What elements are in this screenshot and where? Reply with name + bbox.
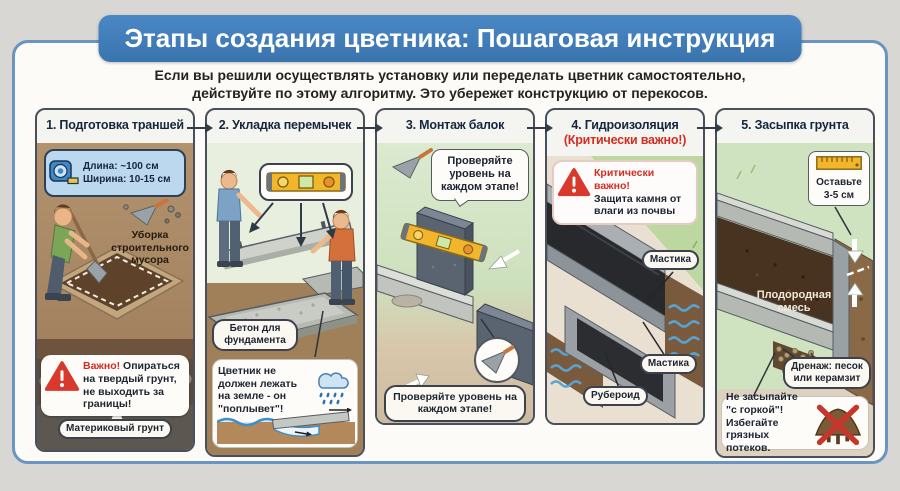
tape-measure-icon xyxy=(49,158,79,188)
warning-body: Опираться на твердый грунт, не выходить за границы! xyxy=(83,360,180,411)
critical-prefix: Критически важно! xyxy=(594,167,655,192)
step-5-title: 5. Засыпка грунта xyxy=(741,118,849,132)
gap-badge xyxy=(808,151,870,206)
step-4-illustration xyxy=(547,156,703,423)
concrete-label: Бетон для фундамента xyxy=(212,319,298,351)
gap-label: Оставьте 3-5 см xyxy=(816,177,862,201)
float-warning-box xyxy=(212,359,358,448)
ruberoid-label: Рубероид xyxy=(583,386,648,406)
panel-step-2 xyxy=(205,108,365,457)
step-5-illustration xyxy=(717,143,873,456)
page-title-text: Этапы создания цветника: Пошаговая инструкция xyxy=(124,23,776,53)
spirit-level-icon xyxy=(266,171,346,193)
step-3-title: 3. Монтаж балок xyxy=(405,118,505,132)
no-mound-icon xyxy=(812,400,864,446)
warning-prefix: Важно! xyxy=(83,360,121,372)
step-arrow-icon xyxy=(696,121,724,135)
warning-triangle-icon xyxy=(557,167,591,198)
dimensions-badge xyxy=(44,149,186,197)
step-1-illustration xyxy=(37,143,193,450)
mastic-label-bottom: Мастика xyxy=(640,354,697,374)
spirit-level-badge xyxy=(259,163,353,201)
critical-warning-box xyxy=(552,160,698,225)
floating-beam-diagram xyxy=(217,408,355,444)
trowel-debris-icon xyxy=(123,199,183,227)
step-2-illustration xyxy=(207,143,363,455)
length-label: Длина: ~100 см xyxy=(83,160,159,172)
trowel-icon xyxy=(480,345,514,375)
fertile-soil-label: Плодородная смесь xyxy=(756,289,832,315)
critical-body: Защита камня от влаги из почвы xyxy=(594,192,682,218)
no-mound-warning xyxy=(721,391,869,455)
step-4-title xyxy=(547,110,703,154)
no-mound-text: Не засыпайте "с горкой"! Избегайте грязных потеков. xyxy=(726,391,798,455)
warning-triangle-icon xyxy=(44,360,80,393)
step-3-illustration xyxy=(377,143,533,423)
ruler-icon xyxy=(816,156,862,170)
level-check-bubble: Проверяйте уровень на каждом этапе! xyxy=(431,149,529,201)
cleanup-label: Уборка строительного мусора xyxy=(111,229,189,267)
step-4-title-main: 4. Гидроизоляция xyxy=(571,118,679,132)
step-1-warning xyxy=(41,355,189,416)
float-warning-text: Цветник не должен лежать на земле - он "поплывет"! xyxy=(218,365,298,415)
step-arrow-icon xyxy=(356,121,384,135)
step-arrow-icon xyxy=(186,121,214,135)
panel-step-1 xyxy=(35,108,195,452)
drainage-label: Дренаж: песок или керамзит xyxy=(783,357,871,389)
bedrock-label: Материковый грунт xyxy=(58,419,172,439)
step-1-title: 1. Подготовка траншей xyxy=(46,118,184,132)
step-4-title-note: (Критически важно!) xyxy=(563,133,687,147)
page-title xyxy=(99,15,802,62)
level-check-label: Проверяйте уровень на каждом этапе! xyxy=(384,385,526,422)
mastic-label-top: Мастика xyxy=(642,250,699,270)
rain-cloud-icon xyxy=(309,364,353,408)
step-2-title: 2. Укладка перемычек xyxy=(218,118,352,132)
panel-step-3 xyxy=(375,108,535,425)
width-label: Ширина: 10-15 см xyxy=(83,174,171,185)
step-arrow-icon xyxy=(526,121,554,135)
panel-step-4 xyxy=(545,108,705,425)
page-subtitle: Если вы решили осуществлять установку или переделать цветник самостоятельно, действуйте по этому алгоритму. Это убережет конструкцию от перекосов. xyxy=(154,67,746,102)
trowel-detail-circle xyxy=(474,337,520,383)
panel-step-5 xyxy=(715,108,875,458)
